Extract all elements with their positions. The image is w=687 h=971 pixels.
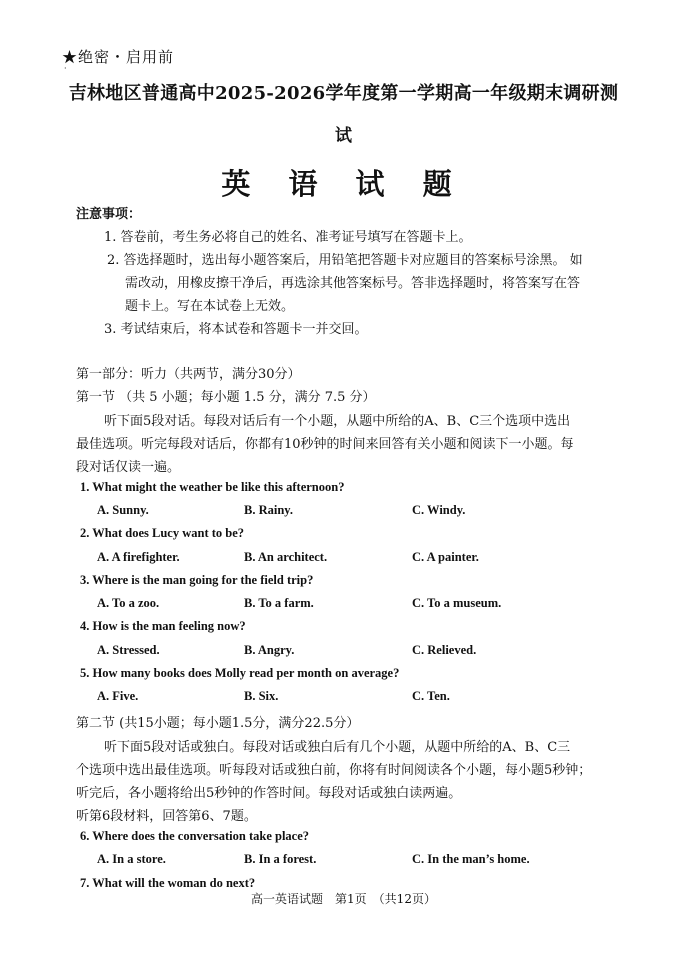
q1-option-a: A. Sunny.	[97, 503, 149, 517]
q1-option-c: C. Windy.	[412, 503, 466, 517]
note-2-line1: 2. 答选择题时，选出每小题答案后，用铅笔把答题卡对应题目的答案标号涂黑。 如	[107, 253, 583, 268]
exam-title-continued: 试	[335, 126, 352, 146]
q2-option-c: C. A painter.	[412, 550, 479, 564]
question-3: 3. Where is the man going for the field trip?	[80, 573, 314, 587]
question-4: 4. How is the man feeling now?	[80, 619, 246, 633]
subject-title: 英 语 试 题	[221, 167, 466, 201]
section1-intro-line2: 最佳选项。听完每段对话后，你都有10秒钟的时间来回答有关小题和阅读下一小题。每	[76, 437, 574, 452]
q2-option-a: A. A firefighter.	[97, 550, 180, 564]
section2-intro-line1: 听下面5段对话或独白。每段对话或独白后有几个小题，从题中所给的A、B、C三	[104, 740, 571, 755]
q4-option-a: A. Stressed.	[97, 643, 160, 657]
q1-option-b: B. Rainy.	[244, 503, 293, 517]
section1-heading: 第一节 （共 5 小题；每小题 1.5 分，满分 7.5 分）	[76, 390, 376, 405]
q3-option-a: A. To a zoo.	[97, 596, 160, 610]
question-5: 5. How many books does Molly read per month on average?	[80, 666, 400, 680]
confidential-label: ★绝密・启用前	[62, 48, 175, 66]
q2-option-b: B. An architect.	[244, 550, 328, 564]
page-footer: 高一英语试题 第1页 （共12页）	[251, 892, 436, 906]
q3-option-b: B. To a farm.	[244, 596, 314, 610]
note-3: 3. 考试结束后，将本试卷和答题卡一并交回。	[104, 322, 368, 337]
question-7: 7. What will the woman do next?	[80, 876, 256, 890]
q4-option-c: C. Relieved.	[412, 643, 477, 657]
q5-option-b: B. Six.	[244, 689, 279, 703]
q5-option-c: C. Ten.	[412, 689, 450, 703]
q6-option-a: A. In a store.	[97, 852, 166, 866]
section1-intro-line3: 段对话仅读一遍。	[76, 460, 181, 475]
note-2-line2: 需改动，用橡皮擦干净后，再选涂其他答案标号。答非选择题时，将答案写在答	[125, 276, 581, 291]
exam-title: 吉林地区普通高中2025-2026学年度第一学期高一年级期末调研测	[68, 83, 619, 104]
material-6-instruction: 听第6段材料，回答第6、7题。	[76, 809, 257, 824]
part1-heading: 第一部分：听力（共两节，满分30分）	[76, 367, 301, 382]
q5-option-a: A. Five.	[97, 689, 139, 703]
question-2: 2. What does Lucy want to be?	[80, 526, 245, 540]
question-6: 6. Where does the conversation take place?	[80, 829, 310, 843]
q3-option-c: C. To a museum.	[412, 596, 502, 610]
section1-intro-line1: 听下面5段对话。每段对话后有一个小题，从题中所给的A、B、C三个选项中选出	[104, 414, 571, 429]
q6-option-c: C. In the man’s home.	[412, 852, 530, 866]
question-1: 1. What might the weather be like this afternoon?	[80, 480, 345, 494]
q4-option-b: B. Angry.	[244, 643, 295, 657]
section2-intro-line3: 听完后，各小题将给出5秒钟的作答时间。每段对话或独白读两遍。	[76, 786, 462, 801]
notes-heading: 注意事项：	[76, 207, 142, 222]
note-1: 1. 答卷前，考生务必将自己的姓名、准考证号填写在答题卡上。	[104, 230, 472, 245]
note-2-line3: 题卡上。写在本试卷上无效。	[125, 299, 295, 314]
q6-option-b: B. In a forest.	[244, 852, 317, 866]
dot-mark: ·	[64, 64, 67, 73]
section2-heading: 第二节 (共15小题；每小题1.5分，满分22.5分）	[76, 716, 360, 731]
section2-intro-line2: 个选项中选出最佳选项。听每段对话或独白前，你将有时间阅读各个小题，每小题5秒钟；	[76, 763, 592, 778]
